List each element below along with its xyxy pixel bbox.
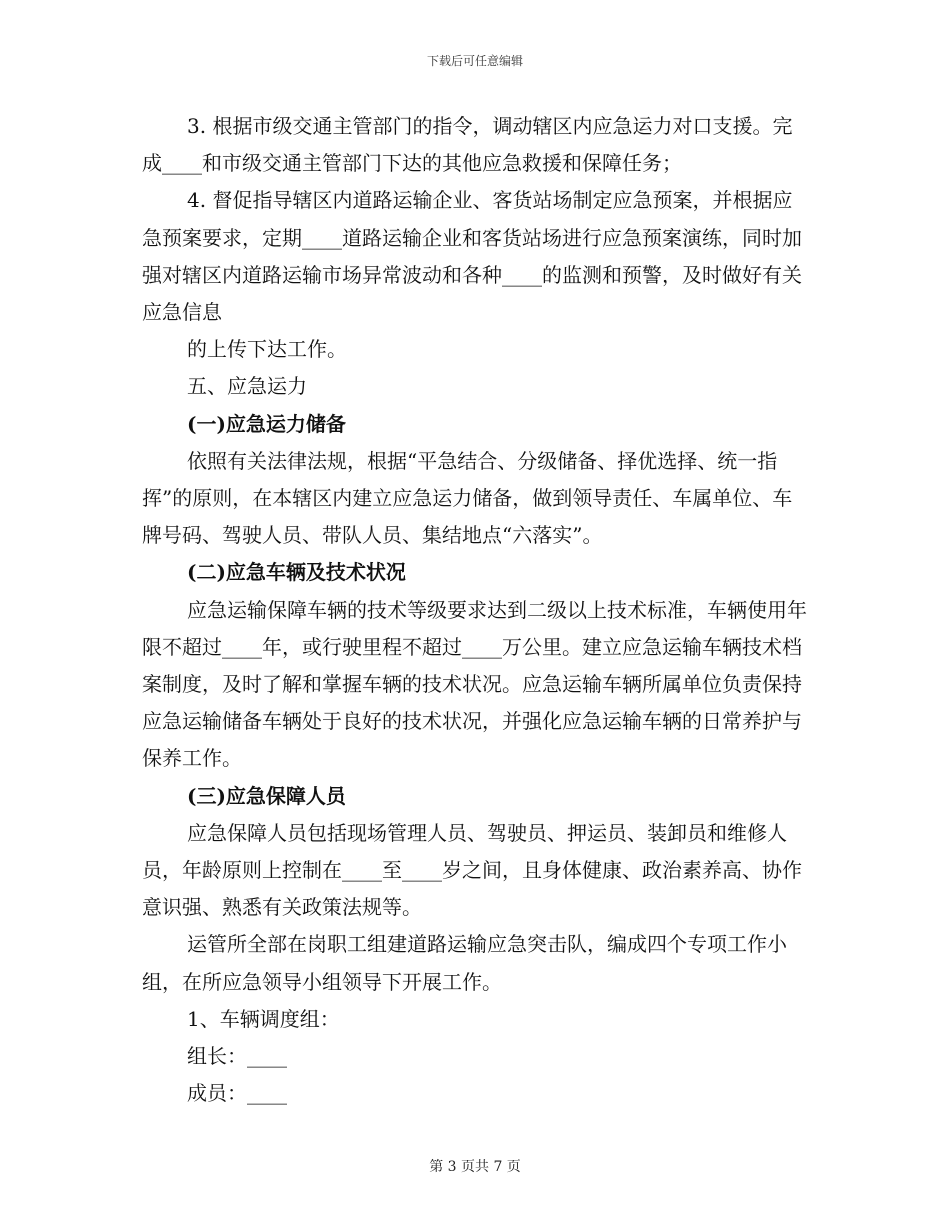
group-members-line: 成员：____ [187,1081,287,1106]
subsection-heading-2: (二)应急车辆及技术状况 [187,560,406,585]
subsection-heading-3: (三)应急保障人员 [187,783,346,808]
paragraph-personnel: 应急保障人员包括现场管理人员、驾驶员、押运员、装卸员和维修人员，年龄原则上控制在____至____岁之间，且身体健康、政治素养高、协作意识强、熟悉有关政策法规等。 [142,820,802,920]
section-heading-5: 五、应急运力 [187,374,307,399]
paragraph-reserve: 依照有关法律法规，根据“平急结合、分级储备、择优选择、统一指挥”的原则，在本辖区内建立应急运力储备，做到领导责任、车属单位、车牌号码、驾驶人员、带队人员、集结地点“六落实”。 [142,448,793,548]
page-header-note: 下载后可任意编辑 [426,54,523,68]
paragraph-task-force: 运管所全部在岗职工组建道路运输应急突击队，编成四个专项工作小组，在所应急领导小组领导下开展工作。 [142,932,787,994]
paragraph-vehicles: 应急运输保障车辆的技术等级要求达到二级以上技术标准，车辆使用年限不超过____年，或行驶里程不超过____万公里。建立应急运输车辆技术档案制度，及时了解和掌握车辆的技术状况。应急运输车辆所属单位负责保持应急运输储备车辆处于良好的技术状况，并强化应急运输车辆的日常养护与保养工作。 [142,597,807,771]
paragraph-item-4: 4. 督促指导辖区内道路运输企业、客货站场制定应急预案，并根据应急预案要求，定期____道路运输企业和客货站场进行应急预案演练，同时加强对辖区内道路运输市场异常波动和各种____的监测和预警，及时做好有关应急信息 [142,188,802,325]
paragraph-item-3: 3. 根据市级交通主管部门的指令，调动辖区内应急运力对口支援。完成____和市级交通主管部门下达的其他应急救援和保障任务； [142,114,793,176]
paragraph-continuation: 的上传下达工作。 [187,337,347,362]
group-leader-line: 组长：____ [187,1044,287,1069]
group-heading-dispatch: 1、车辆调度组： [187,1006,340,1031]
document-body [142,108,810,1112]
subsection-heading-1: (一)应急运力储备 [187,411,346,436]
page-number: 第 3 页共 7 页 [429,1159,521,1175]
